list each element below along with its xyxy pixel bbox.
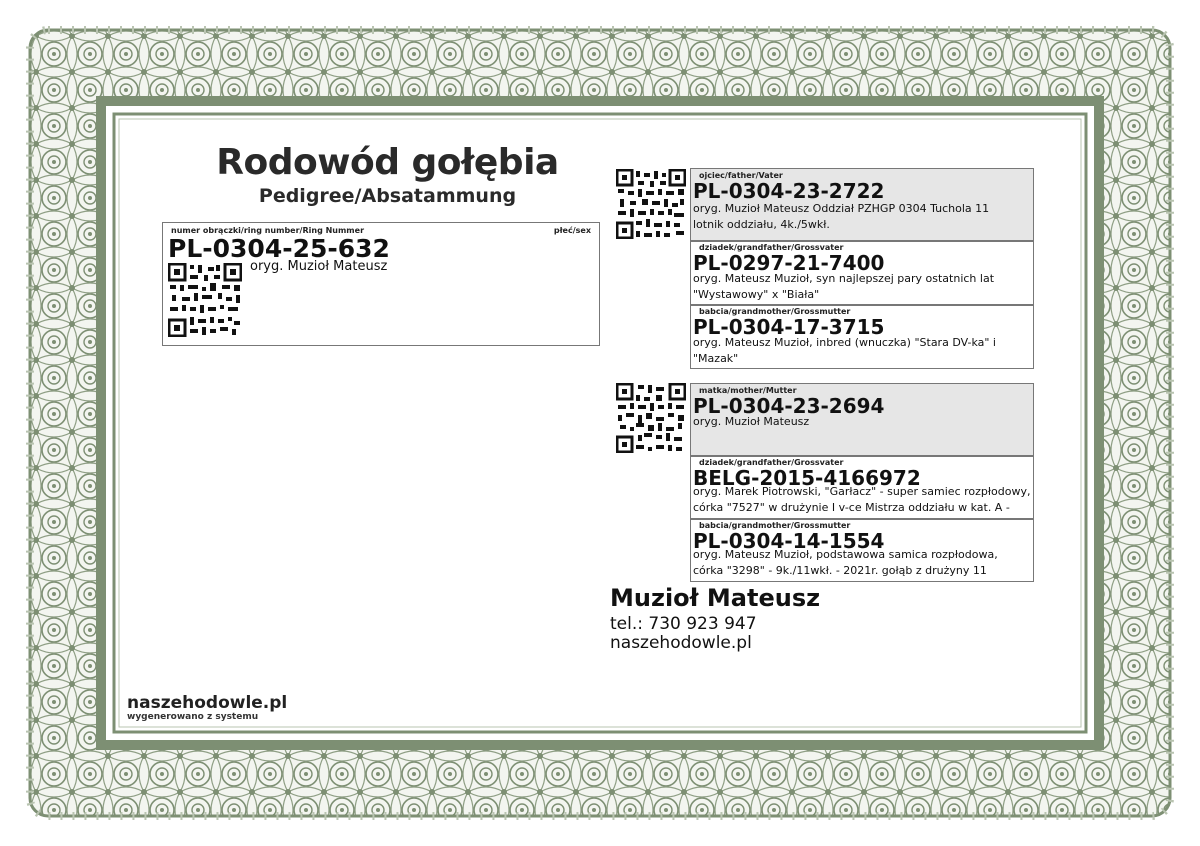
bird-ring-number: PL-0304-25-632	[168, 234, 390, 263]
bird-qr-code	[168, 263, 242, 337]
footer-brand-logo: naszehodowle.pl	[127, 693, 288, 713]
father-grandfather-label: dziadek/grandfather/Grossvater	[699, 243, 844, 252]
mother-grandfather-description: oryg. Marek Piotrowski, "Garłacz" - super samiec rozpłodowy, córka "7527" w drużynie I v-ce Mistrza oddziału w kat. A -	[693, 485, 1031, 514]
father-grandmother-description: oryg. Mateusz Muzioł, inbred (wnuczka) "Stara DV-ka" i "Mazak"	[693, 336, 996, 365]
father-box	[690, 168, 1034, 241]
page-title: Rodowód gołębia	[216, 142, 559, 183]
father-grandfather-box	[690, 241, 1034, 305]
owner-name: Muzioł Mateusz	[610, 584, 821, 612]
mother-label: matka/mother/Mutter	[699, 386, 797, 395]
mother-grandmother-label: babcia/grandmother/Grossmutter	[699, 521, 851, 530]
father-qr-code	[616, 169, 686, 239]
mother-description: oryg. Muzioł Mateusz	[693, 415, 810, 428]
father-description: oryg. Muzioł Mateusz Oddział PZHGP 0304 Tuchola 11 lotnik oddziału, 4k./5wkł.	[693, 202, 990, 231]
father-grandmother-ring-number: PL-0304-17-3715	[693, 315, 885, 339]
mother-grandmother-ring-number: PL-0304-14-1554	[693, 529, 885, 553]
mother-grandfather-box	[690, 456, 1034, 519]
page-subtitle: Pedigree/Absatammung	[258, 185, 517, 207]
ring-number-label: numer obrączki/ring number/Ring Nummer	[171, 226, 365, 235]
mother-box	[690, 383, 1034, 456]
mother-grandmother-box	[690, 519, 1034, 582]
bird-box	[162, 222, 600, 346]
owner-website: naszehodowle.pl	[610, 633, 752, 653]
mother-grandmother-description: oryg. Mateusz Muzioł, podstawowa samica rozpłodowa, córka "3298" - 9k./11wkł. - 2021r. gołąb z drużyny 11	[693, 548, 998, 577]
mother-ring-number: PL-0304-23-2694	[693, 394, 885, 418]
father-ring-number: PL-0304-23-2722	[693, 179, 885, 203]
mother-qr-code	[616, 383, 686, 453]
father-grandfather-ring-number: PL-0297-21-7400	[693, 251, 885, 275]
footer-generated-note: wygenerowano z systemu	[127, 712, 259, 722]
sex-label: płeć/sex	[553, 226, 591, 235]
father-grandmother-label: babcia/grandmother/Grossmutter	[699, 307, 851, 316]
father-grandmother-box	[690, 305, 1034, 369]
mother-grandfather-ring-number: BELG-2015-4166972	[693, 466, 921, 490]
bird-breeder: oryg. Muzioł Mateusz	[250, 259, 388, 274]
father-grandfather-description: oryg. Mateusz Muzioł, syn najlepszej pary ostatnich lat "Wystawowy" x "Biała"	[693, 272, 995, 301]
mother-grandfather-label: dziadek/grandfather/Grossvater	[699, 458, 844, 467]
father-label: ojciec/father/Vater	[699, 171, 783, 180]
owner-phone: tel.: 730 923 947	[610, 614, 757, 634]
